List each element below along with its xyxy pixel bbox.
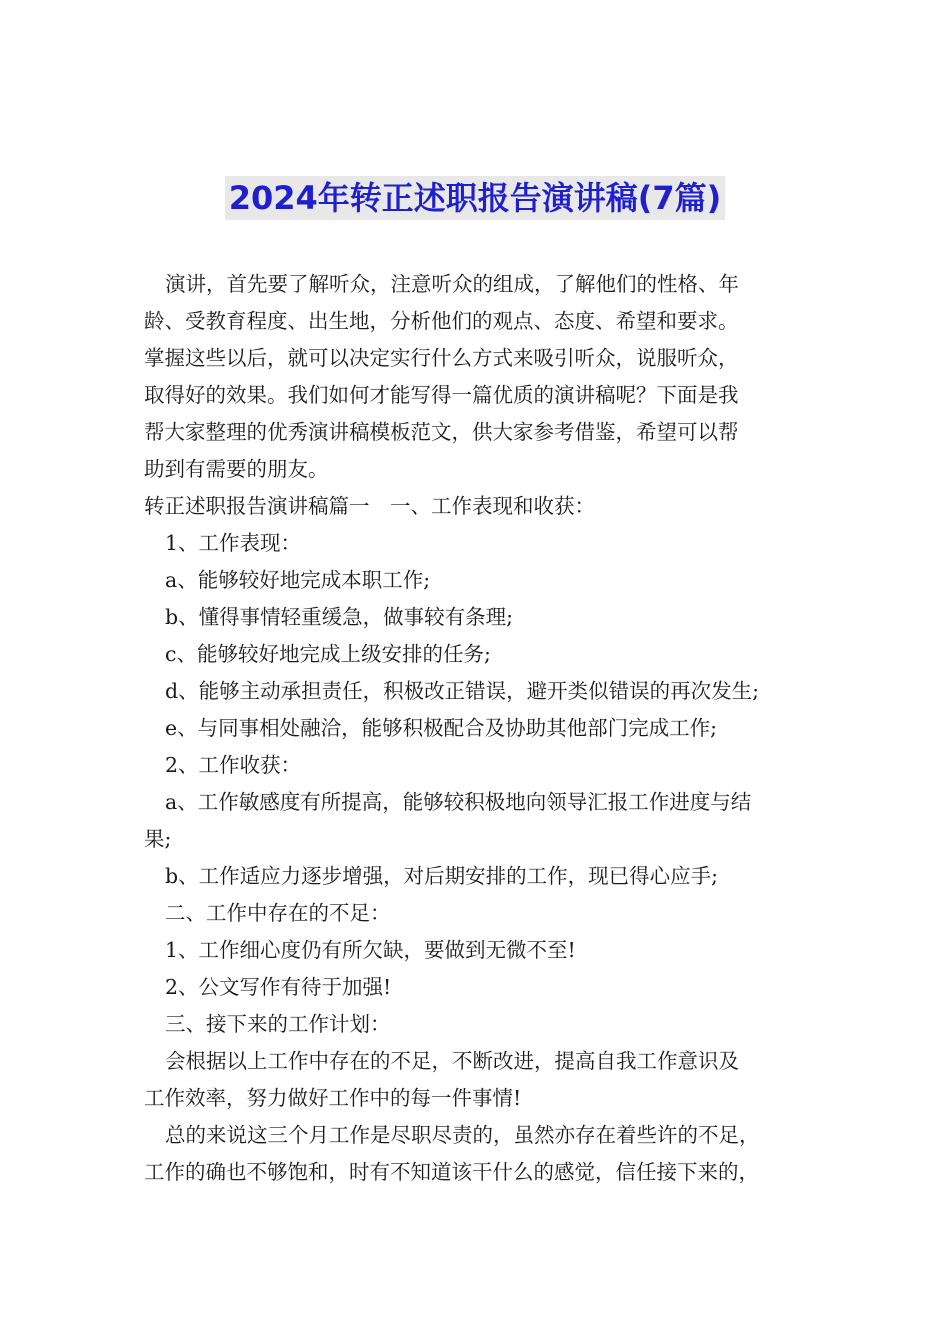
list-item: b、工作适应力逐步增强，对后期安排的工作，现已得心应手; xyxy=(165,864,719,888)
intro-line: 演讲，首先要了解听众，注意听众的组成，了解他们的性格、年 xyxy=(165,272,739,296)
list-item: a、能够较好地完成本职工作; xyxy=(165,568,431,592)
paragraph-line: 工作效率，努力做好工作中的每一件事情! xyxy=(144,1086,522,1110)
document-body xyxy=(144,266,806,1191)
list-item: d、能够主动承担责任，积极改正错误，避开类似错误的再次发生; xyxy=(165,679,760,703)
intro-line: 助到有需要的朋友。 xyxy=(144,457,329,481)
list-item: c、能够较好地完成上级安排的任务; xyxy=(165,642,491,666)
list-item: 1、工作细心度仍有所欠缺，要做到无微不至! xyxy=(165,938,576,962)
section-heading: 三、接下来的工作计划： xyxy=(165,1012,391,1036)
paragraph-line: 工作的确也不够饱和，时有不知道该干什么的感觉，信任接下来的， xyxy=(144,1160,759,1184)
list-item-continuation: 果; xyxy=(144,827,172,851)
section-heading: 转正述职报告演讲稿篇一 一、工作表现和收获： xyxy=(144,494,595,518)
intro-line: 帮大家整理的优秀演讲稿模板范文，供大家参考借鉴，希望可以帮 xyxy=(144,420,739,444)
paragraph-line: 总的来说这三个月工作是尽职尽责的，虽然亦存在着些许的不足， xyxy=(165,1123,760,1147)
list-item: e、与同事相处融洽，能够积极配合及协助其他部门完成工作; xyxy=(165,716,718,740)
intro-line: 取得好的效果。我们如何才能写得一篇优质的演讲稿呢？下面是我 xyxy=(144,383,739,407)
list-item: 2、工作收获： xyxy=(165,753,302,777)
list-item: 2、公文写作有待于加强! xyxy=(165,975,392,999)
section-heading: 二、工作中存在的不足： xyxy=(165,901,391,925)
paragraph-line: 会根据以上工作中存在的不足，不断改进，提高自我工作意识及 xyxy=(165,1049,739,1073)
intro-line: 掌握这些以后，就可以决定实行什么方式来吸引听众，说服听众， xyxy=(144,346,739,370)
list-item: b、懂得事情轻重缓急，做事较有条理; xyxy=(165,605,514,629)
intro-line: 龄、受教育程度、出生地，分析他们的观点、态度、希望和要求。 xyxy=(144,309,739,333)
list-item: 1、工作表现： xyxy=(165,531,302,555)
document-title: 2024年转正述职报告演讲稿(7篇) xyxy=(225,176,726,220)
title-wrap xyxy=(0,176,950,220)
list-item: a、工作敏感度有所提高，能够较积极地向领导汇报工作进度与结 xyxy=(165,790,752,814)
